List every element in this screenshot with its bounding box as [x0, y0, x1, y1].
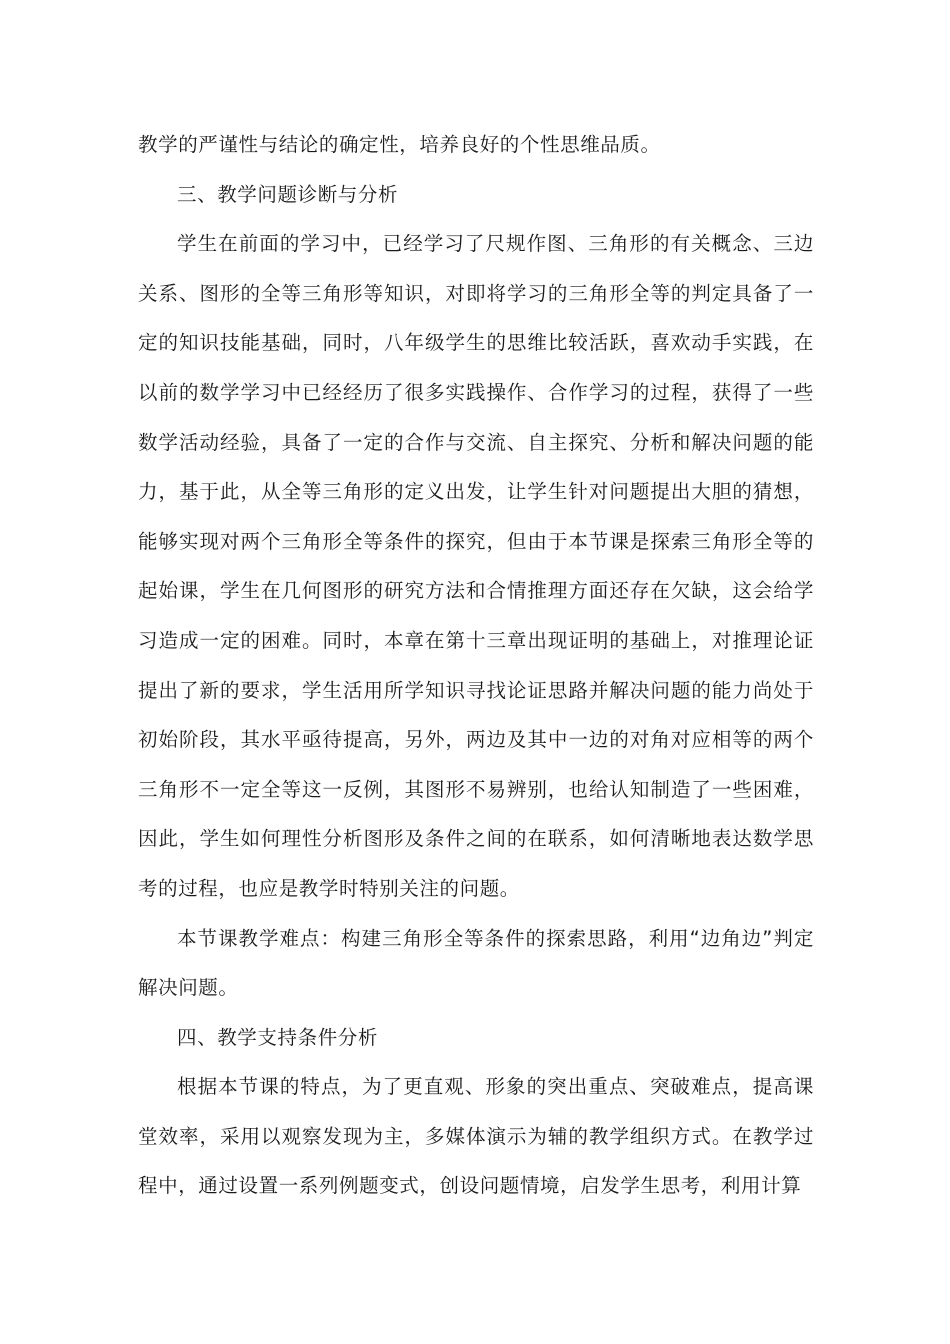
paragraph-problem-analysis: 学生在前面的学习中，已经学习了尺规作图、三角形的有关概念、三边关系、图形的全等三角形等知识，对即将学习的三角形全等的判定具备了一定的知识技能基础，同时，八年级学生的思维比较活跃，喜欢动手实践，在以前的数学学习中已经经历了很多实践操作、合作学习的过程，获得了一些数学活动经验，具备了一定的合作与交流、自主探究、分析和解决问题的能力，基于此，从全等三角形的定义出发，让学生针对问题提出大胆的猜想，能够实现对两个三角形全等条件的探究，但由于本节课是探索三角形全等的起始课，学生在几何图形的研究方法和合情推理方面还存在欠缺，这会给学习造成一定的困难。同时，本章在第十三章出现证明的基础上，对推理论证提出了新的要求，学生活用所学知识寻找论证思路并解决问题的能力尚处于初始阶段，其水平亟待提高，另外，两边及其中一边的对角对应相等的两个三角形不一定全等这一反例，其图形不易辨别，也给认知制造了一些困难，因此，学生如何理性分析图形及条件之间的在联系，如何清晰地表达数学思考的过程，也应是教学时特别关注的问题。	[138, 232, 814, 900]
section-heading-4: 四、教学支持条件分析	[177, 1025, 379, 1049]
document-body	[138, 120, 814, 1211]
paragraph-support-conditions: 根据本节课的特点，为了更直观、形象的突出重点、突破难点，提高课堂效率，采用以观察发现为主，多媒体演示为辅的教学组织方式。在教学过程中，通过设置一系列例题变式，创设问题情境，启发学生思考，利用计算	[138, 1075, 814, 1198]
section-heading-3: 三、教学问题诊断与分析	[177, 182, 399, 206]
paragraph-difficulty: 本节课教学难点：构建三角形全等条件的探索思路，利用“边角边”判定解决问题。	[138, 926, 814, 1000]
paragraph-continuation: 教学的严谨性与结论的确定性，培养良好的个性思维品质。	[138, 133, 661, 156]
